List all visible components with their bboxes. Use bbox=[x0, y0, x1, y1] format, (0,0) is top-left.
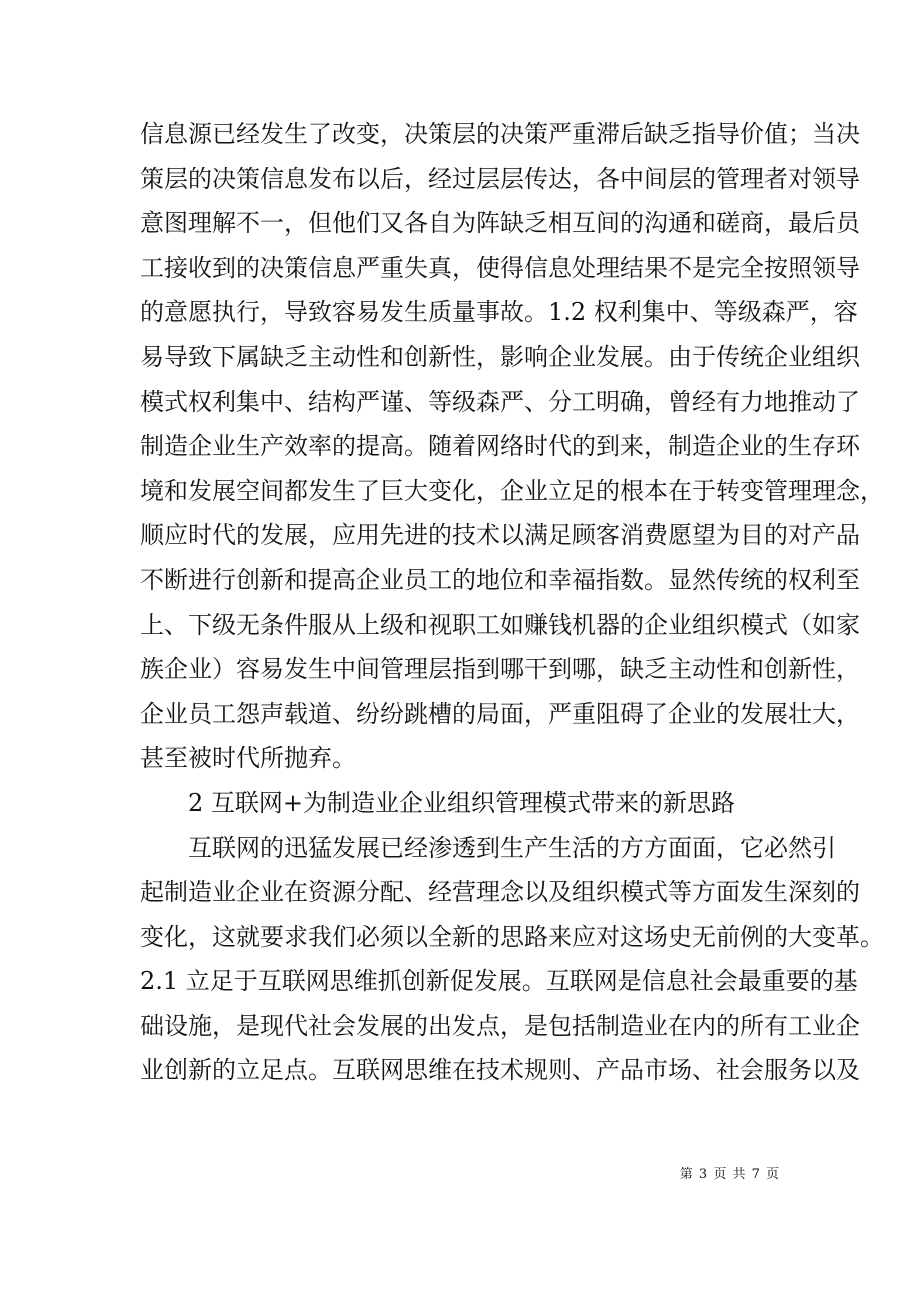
text-line: 起制造业企业在资源分配、经营理念以及组织模式等方面发生深刻的 bbox=[140, 878, 860, 907]
text-line: 意图理解不一，但他们又各自为阵缺乏相互间的沟通和磋商，最后员 bbox=[140, 209, 860, 238]
text-line: 工接收到的决策信息严重失真，使得信息处理结果不是完全按照领导 bbox=[140, 253, 860, 282]
text-line: 模式权利集中、结构严谨、等级森严、分工明确，曾经有力地推动了 bbox=[140, 387, 860, 416]
page-number-footer: 第 3 页 共 7 页 bbox=[679, 1167, 780, 1182]
text-line: 易导致下属缺乏主动性和创新性，影响企业发展。由于传统企业组织 bbox=[140, 342, 860, 371]
text-line: 策层的决策信息发布以后，经过层层传达，各中间层的管理者对领导 bbox=[140, 164, 860, 193]
text-line: 信息源已经发生了改变，决策层的决策严重滞后缺乏指导价值；当决 bbox=[140, 120, 860, 148]
text-line: 族企业）容易发生中间管理层指到哪干到哪，缺乏主动性和创新性， bbox=[140, 655, 860, 684]
text-line: 互联网的迅猛发展已经渗透到生产生活的方方面面，它必然引 bbox=[188, 833, 836, 862]
text-line: 企业员工怨声载道、纷纷跳槽的局面，严重阻碍了企业的发展壮大， bbox=[140, 699, 860, 728]
text-line: 业创新的立足点。互联网思维在技术规则、产品市场、社会服务以及 bbox=[140, 1056, 860, 1085]
text-line: 础设施，是现代社会发展的出发点，是包括制造业在内的所有工业企 bbox=[140, 1011, 860, 1040]
text-line: 的意愿执行，导致容易发生质量事故。1.2 权利集中、等级森严，容 bbox=[140, 298, 858, 327]
text-line: 2.1 立足于互联网思维抓创新促发展。互联网是信息社会最重要的基 bbox=[140, 967, 858, 996]
text-line: 境和发展空间都发生了巨大变化，企业立足的根本在于转变管理理念， bbox=[140, 476, 884, 505]
text-line: 不断进行创新和提高企业员工的地位和幸福指数。显然传统的权利至 bbox=[140, 565, 860, 594]
text-line: 变化，这就要求我们必须以全新的思路来应对这场史无前例的大变革。 bbox=[140, 922, 884, 951]
text-line: 甚至被时代所抛弃。 bbox=[140, 744, 356, 773]
text-line: 上、下级无条件服从上级和视职工如赚钱机器的企业组织模式（如家 bbox=[140, 610, 860, 639]
text-line: 顺应时代的发展，应用先进的技术以满足顾客消费愿望为目的对产品 bbox=[140, 521, 860, 550]
text-line: 制造企业生产效率的提高。随着网络时代的到来，制造企业的生存环 bbox=[140, 432, 860, 461]
text-line: 2 互联网+为制造业企业组织管理模式带来的新思路 bbox=[188, 788, 736, 817]
body-text bbox=[140, 112, 884, 1093]
